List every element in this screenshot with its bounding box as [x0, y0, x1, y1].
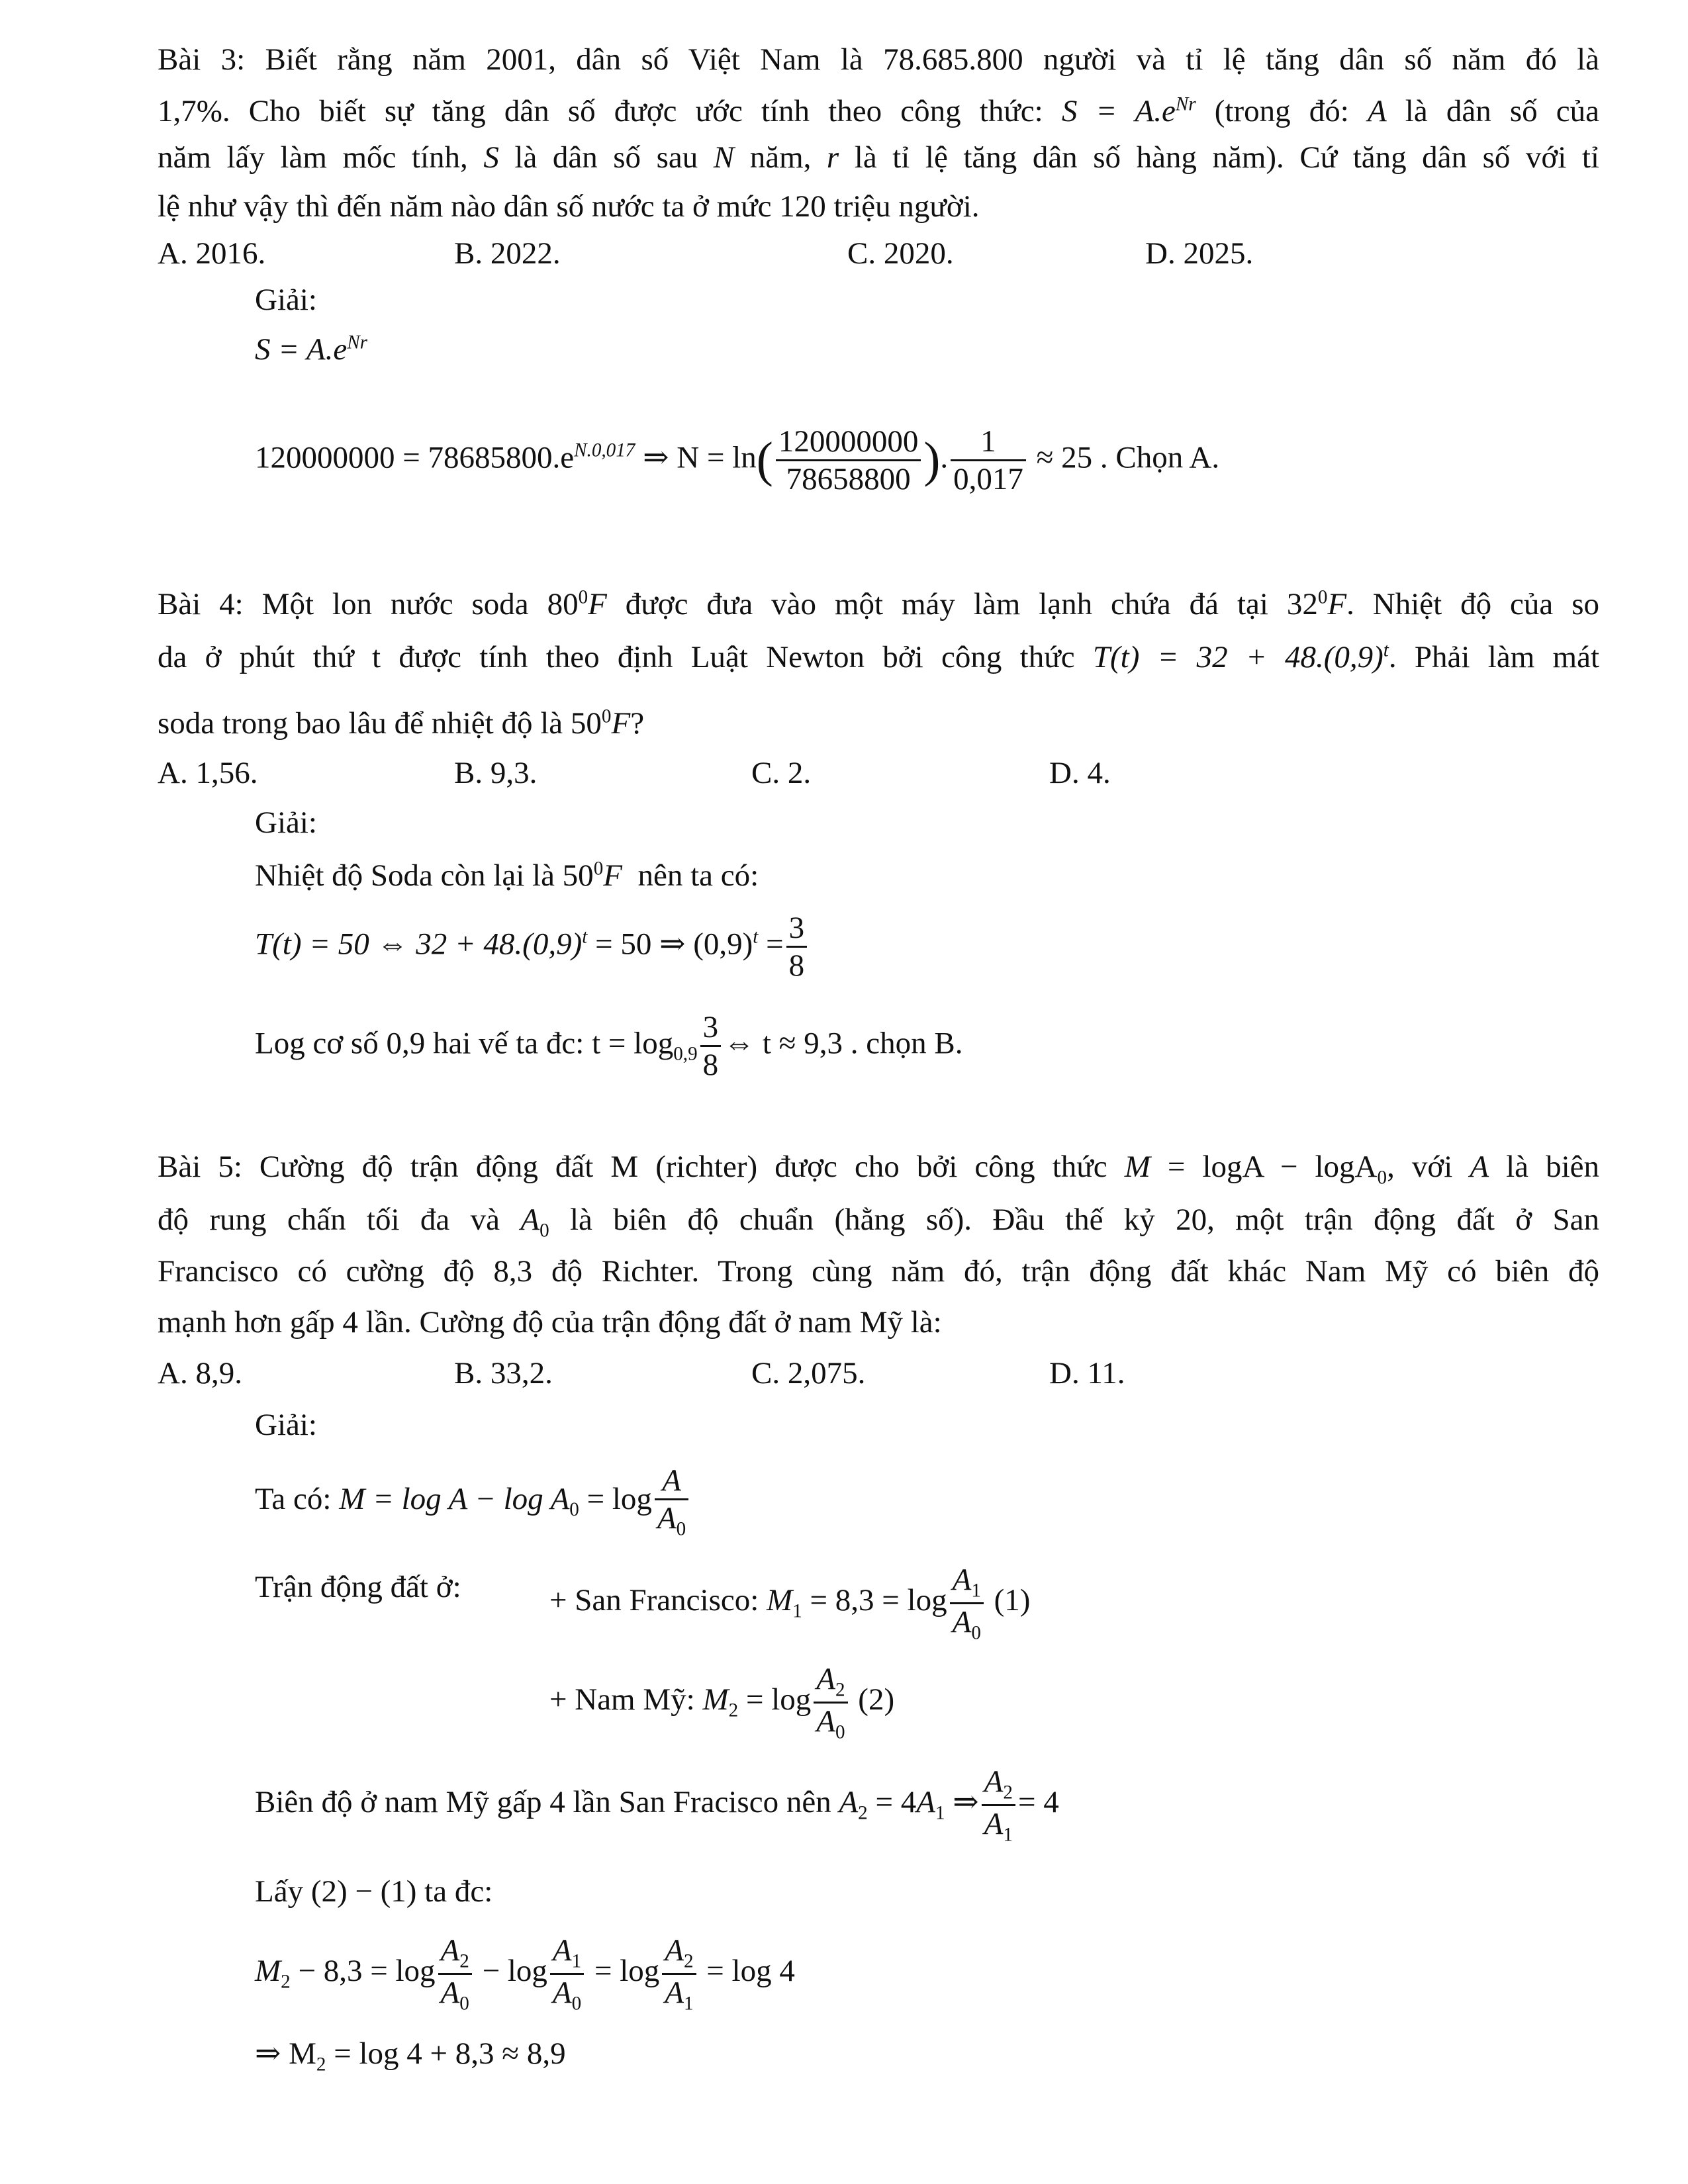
bai5-option-a: A. 8,9. [158, 1356, 242, 1390]
bai3-line-2: 1,7%. Cho biết sự tăng dân số được ước tính theo công thức: $S = A.e^{Nr}$ (trong đó: A là dân số của [158, 93, 1600, 128]
bai3-calculation: $120000000 = 78685800.e^{N.0,017}$ ⇒ N = ln( $\frac{120000000}{78658800}$ ). $\frac{1}{0,017}$ ≈ 25 . Chọn A. [255, 424, 1220, 497]
bai5-line-3: Francisco có cường độ 8,3 độ Richter. Trong cùng năm đó, trận động đất khác Nam Mỹ có biên độ [158, 1254, 1599, 1289]
bai3-line-3: năm lấy làm mốc tính, S là dân số sau N năm, r là tỉ lệ tăng dân số hàng năm). Cứ tăng dân số với tỉ [158, 140, 1599, 175]
bai5-option-c: C. 2,075. [751, 1356, 866, 1390]
bai3-option-d: D. 2025. [1145, 236, 1254, 271]
bai5-option-b: B. 33,2. [454, 1356, 553, 1390]
bai4-option-a: A. 1,56. [158, 756, 258, 790]
bai4-solution-3: Log cơ số 0,9 hai vế ta đc: $t = \log_{0,9}$ $\frac{3}{8}$ ⇔ t ≈ 9,3 . chọn B. [255, 1010, 963, 1083]
bai5-option-d: D. 11. [1049, 1356, 1125, 1390]
bai5-taco: Ta có: $M = \log A - \log A_0 = \log$ $\frac{A}{A_0}$ [255, 1463, 691, 1541]
bai5-bien-do: Biên độ ở nam Mỹ gấp 4 lần San Fracisco nên $A_2 = 4A_1$ ⇒ $\frac{A_2}{A_1}$ = 4 [255, 1764, 1059, 1846]
bai3-option-c: C. 2020. [847, 236, 954, 271]
bai4-line-2: da ở phút thứ t được tính theo định Luật Newton bởi công thức $T(t) = 32 + 48.(0,9)^t$. Phải làm mát [158, 639, 1600, 674]
bai4-line-1: Bài 4: Một lon nước soda $80^0F$ được đưa vào một máy làm lạnh chứa đá tại $32^0F$. Nhiệt độ của so [158, 586, 1599, 621]
bai5-tran-label: Trận động đất ở: [255, 1570, 461, 1604]
bai4-option-c: C. 2. [751, 756, 812, 790]
bai4-solution-1: Nhiệt độ Soda còn lại là $50^0F$ nên ta có: [255, 858, 759, 893]
bai3-option-a: A. 2016. [158, 236, 266, 271]
bai5-line-2: độ rung chấn tối đa và $A_0$ là biên độ chuẩn (hằng số). Đầu thế kỷ 20, một trận động đất ở San [158, 1203, 1599, 1242]
bai5-line-4: mạnh hơn gấp 4 lần. Cường độ của trận động đất ở nam Mỹ là: [158, 1305, 942, 1340]
bai5-giai: Giải: [255, 1408, 317, 1442]
bai3-line-1: Bài 3: Biết rằng năm 2001, dân số Việt Nam là 78.685.800 người và tỉ lệ tăng dân số năm đó là [158, 42, 1599, 77]
bai4-option-d: D. 4. [1049, 756, 1111, 790]
bai4-solution-2: T(t) = 50 ⇔ $32 + 48.(0,9)^t = 50$ ⇒ $(0,9)^t$ = $\frac{3}{8}$ [255, 910, 810, 983]
bai5-equation-2: ⇒ $M_2 = \log 4 + 8,3 \approx 8,9$ [255, 2036, 566, 2075]
bai4-option-b: B. 9,3. [454, 756, 538, 790]
bai5-equation-1: $M_2 - 8,3 = \log$ $\frac{A_2}{A_0}$ − log $\frac{A_1}{A_0}$ = log $\frac{A_2}{A_1}$ = log 4 [255, 1933, 795, 2015]
bai3-giai: Giải: [255, 283, 317, 317]
bai5-line-1: Bài 5: Cường độ trận động đất M (richter) được cho bởi công thức M = logA − logA$_0$, với A là biên [158, 1150, 1600, 1189]
bai5-lay: Lấy (2) − (1) ta đc: [255, 1874, 493, 1909]
bai3-line-4: lệ như vậy thì đến năm nào dân số nước ta ở mức 120 triệu người. [158, 189, 980, 224]
bai5-san-francisco: + San Francisco: $M_1 = 8,3 = \log$ $\frac{A_1}{A_0}$ (1) [549, 1563, 1031, 1644]
bai4-line-3: soda trong bao lâu để nhiệt độ là $50^0F$? [158, 705, 645, 741]
bai3-option-b: B. 2022. [454, 236, 561, 271]
bai5-nam-my: + Nam Mỹ: $M_2 = \log$ $\frac{A_2}{A_0}$ (2) [549, 1662, 895, 1743]
bai4-giai: Giải: [255, 805, 317, 840]
bai3-formula: $S = A.e^{Nr}$ [255, 332, 367, 367]
